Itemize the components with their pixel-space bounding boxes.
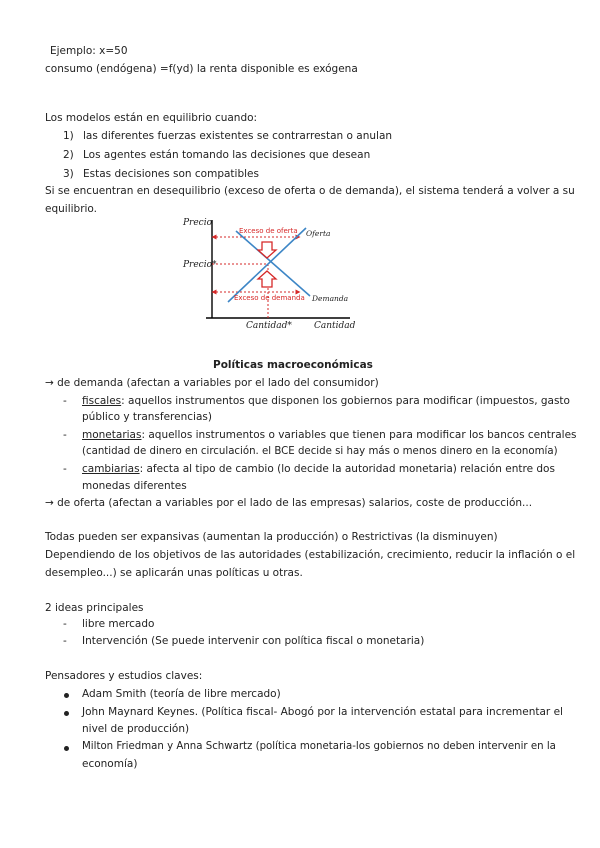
monetary-term: monetarias <box>82 429 142 441</box>
list-number: 3) <box>63 168 74 180</box>
list-item: Los agentes están tomando las decisiones que desean <box>83 149 371 161</box>
exchange-text: : afecta al tipo de cambio (lo decide la autoridad monetaria) relación entre dos <box>139 463 555 475</box>
x-axis-label: Cantidad <box>314 321 356 331</box>
fiscal-text-2: público y transferencias) <box>82 411 212 423</box>
dash-marker: - <box>63 395 67 407</box>
dash-marker: - <box>63 463 67 475</box>
supply-heading: → de oferta (afectan a variables por el lado de las empresas) salarios, coste de producción... <box>45 497 533 509</box>
thinkers-title: Pensadores y estudios claves: <box>45 670 203 682</box>
list-item: libre mercado <box>82 618 155 630</box>
excess-demand-label: Exceso de demanda <box>234 294 305 302</box>
dash-marker: - <box>63 618 67 630</box>
list-item: Estas decisiones son compatibles <box>83 168 259 180</box>
list-item: las diferentes fuerzas existentes se contrarrestan o anulan <box>83 130 393 142</box>
expansive-line-3: desempleo...) se aplicarán unas políticas u otras. <box>45 567 303 579</box>
exchange-text-2: monedas diferentes <box>82 480 187 492</box>
demand-heading: → de demanda (afectan a variables por el lado del consumidor) <box>45 377 379 389</box>
expansive-line-1: Todas pueden ser expansivas (aumentan la producción) o Restrictivas (la disminuyen) <box>45 531 498 543</box>
monetary-text-2: (cantidad de dinero en circulación. el BCE decide si hay más o menos dinero en la economía) <box>82 446 558 457</box>
consumption-line: consumo (endógena) =f(yd) la renta disponible es exógena <box>45 63 358 75</box>
keynes-line-2: nivel de producción) <box>82 723 190 735</box>
demand-label: Demanda <box>312 294 349 303</box>
list-number: 1) <box>63 130 74 142</box>
dash-marker: - <box>63 635 67 647</box>
supply-curve <box>228 228 306 302</box>
list-item: Intervención (Se puede intervenir con política fiscal o monetaria) <box>82 635 425 647</box>
down-arrow-icon <box>258 242 276 258</box>
friedman-line-2: economía) <box>82 758 138 770</box>
price-tick: Precio* <box>183 260 217 270</box>
demand-curve <box>236 231 310 296</box>
monetary-text: : aquellos instrumentos o variables que tienen para modificar los bancos centrales <box>141 429 577 441</box>
bullet-dot <box>64 746 69 751</box>
bullet-dot <box>64 711 69 716</box>
dash-marker: - <box>63 429 67 441</box>
fiscal-item <box>82 394 570 408</box>
fiscal-text: : aquellos instrumentos que disponen los gobiernos para modificar (impuestos, gasto <box>121 395 570 407</box>
example-line: Ejemplo: x=50 <box>50 45 128 57</box>
excess-supply-label: Exceso de oferta <box>239 227 298 235</box>
exchange-term: cambiarias <box>82 463 140 475</box>
up-arrow-icon <box>258 271 276 287</box>
exchange-item <box>82 462 555 476</box>
fiscal-term: fiscales <box>82 395 122 407</box>
smith-line: Adam Smith (teoría de libre mercado) <box>82 688 281 700</box>
bullet-dot <box>64 693 69 698</box>
disequilibrium-line-2: equilibrio. <box>45 203 98 215</box>
quantity-tick: Cantidad* <box>246 321 292 331</box>
friedman-line-1: Milton Friedman y Anna Schwartz (política monetaria-los gobiernos no deben intervenir en la <box>82 741 556 752</box>
list-number: 2) <box>63 149 74 161</box>
policies-title: Políticas macroeconómicas <box>213 359 373 371</box>
equilibrium-intro: Los modelos están en equilibrio cuando: <box>45 112 258 124</box>
y-axis-label: Precio <box>183 218 213 228</box>
ideas-title: 2 ideas principales <box>45 602 144 614</box>
supply-label: Oferta <box>306 229 331 238</box>
monetary-item <box>82 428 577 442</box>
disequilibrium-line-1: Si se encuentran en desequilibrio (exceso de oferta o de demanda), el sistema tenderá a volver a su <box>45 185 575 197</box>
expansive-line-2: Dependiendo de los objetivos de las autoridades (estabilización, crecimiento, reducir la inflación o el <box>45 549 576 561</box>
keynes-line-1: John Maynard Keynes. (Política fiscal- Abogó por la intervención estatal para incrementar el <box>82 706 563 718</box>
